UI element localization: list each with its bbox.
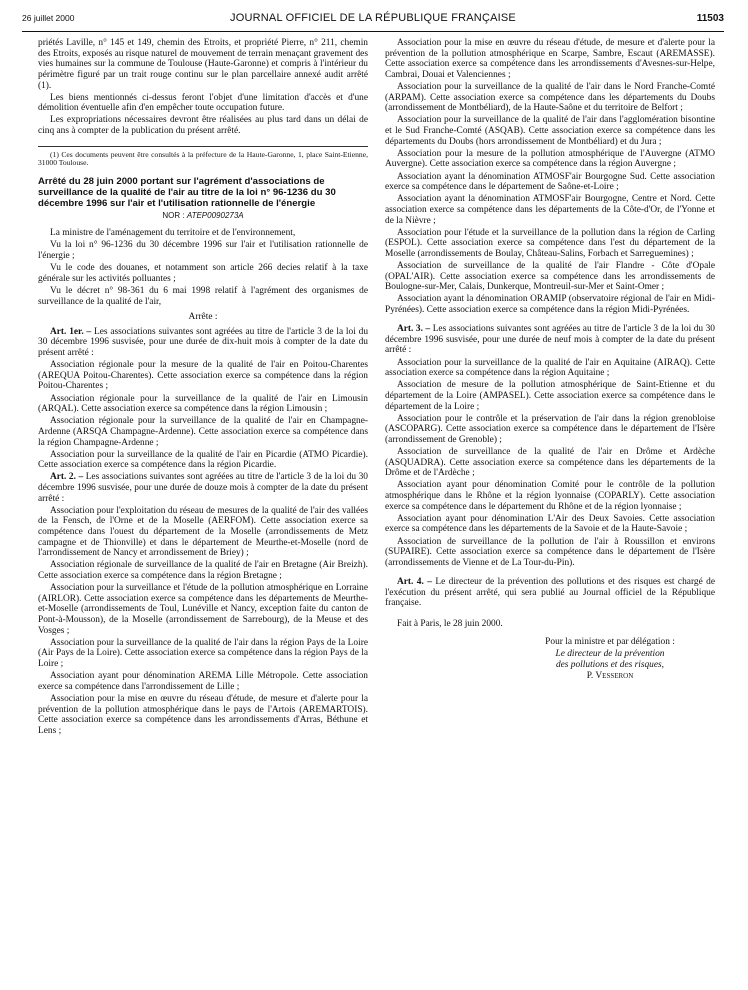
article-2-item: Association ayant pour dénomination AREMA Lille Métropole. Cette association exerce sa compétence dans l'arrondissement de Lille ; <box>38 671 368 692</box>
arrete-title: Arrêté du 28 juin 2000 portant sur l'agrément d'associations de surveillance de la qualité de l'air au titre de la loi n° 96-1236 du 30 décembre 1996 sur l'air et l'utilisation rationnelle de l'énergie <box>38 176 336 209</box>
left-column <box>38 38 368 738</box>
article-2-item: Association ayant la dénomination ATMOSF'air Bourgogne Sud. Cette association exerce sa compétence dans le département de Saône-et-Loire ; <box>385 171 715 193</box>
spacer <box>385 317 715 324</box>
signature-title-line: des pollutions et des risques, <box>555 659 665 670</box>
article-1-label: Art. 1er. – <box>50 326 92 337</box>
spacer <box>385 570 715 577</box>
article-2-item: Association pour l'exploitation du réseau de mesures de la qualité de l'air des vallées de la Fensch, de l'Orne et de la Moselle (AERFOM). Cette association exerce sa compétence dans l'ouest du département de la Moselle (arrondissements de Metz campagne et de Thionville) et dans le département de Meurthe-et-Moselle (nord de l'arrondissement de Nancy et arrondissement de Briey) ; <box>38 505 368 559</box>
article-3-label: Art. 3. – <box>397 324 431 335</box>
article-2-item: Association pour la mesure de la pollution atmosphérique de l'Auvergne (ATMO Auvergne). Cette association exerce sa compétence dans la région Auvergne ; <box>385 148 715 170</box>
article-2-text: Les associations suivantes sont agréées au titre de l'article 3 de la loi du 30 décembre 1996 susvisée, pour une durée de douze mois à compter de la date du présent arrêté : <box>38 472 368 504</box>
article-3-item: Association pour la surveillance de la qualité de l'air en Aquitaine (AIRAQ). Cette association exerce sa compétence dans la région Aquitaine ; <box>385 357 715 379</box>
header-date: 26 juillet 2000 <box>22 13 75 23</box>
article-2-item: Association pour la mise en œuvre du réseau d'étude, de mesure et d'alerte pour la prévention de la pollution atmosphérique dans le pays de l'Artois (AREMARTOIS). Cette association exerce sa compétence dans les arrondissements d'Arras, Béthune et Lens ; <box>38 693 368 736</box>
right-column <box>385 38 715 683</box>
article-4-label: Art. 4. – <box>397 576 432 587</box>
article-1-item: Association pour la surveillance de la qualité de l'air en Picardie (ATMO Picardie). Cette association exerce sa compétence dans la région Picardie. <box>38 449 368 471</box>
preamble-line: Vu le code des douanes, et notamment son article 266 decies relatif à la taxe générale sur les activités polluantes ; <box>38 263 368 284</box>
signature-date: Fait à Paris, le 28 juin 2000. <box>397 618 503 629</box>
preamble-line: Vu la loi n° 96-1236 du 30 décembre 1996 sur l'air et l'utilisation rationnelle de l'énergie ; <box>38 240 368 262</box>
article-2-item: Association de surveillance de la qualité de l'air Flandre - Côte d'Opale (OPAL'AIR). Cette association exerce sa compétence dans les arrondissements de Boulogne-sur-Mer, Calais, Dunkerque, Montreuil-sur-Mer et Saint-Omer ; <box>385 261 715 293</box>
signatory-name: P. Vesseron <box>586 671 634 682</box>
article-3-text: Les associations suivantes sont agréées au titre de l'article 3 de la loi du 30 décembre 1996 susvisée, pour une durée de neuf mois à compter de la date du présent arrêté : <box>385 324 715 356</box>
arrete-word: Arrête : <box>188 312 218 323</box>
nor-code: ATEP0090273A <box>186 211 244 221</box>
article-1-item: Association régionale pour la mesure de la qualité de l'air en Poitou-Charentes (AREQUA Poitou-Charentes). Cette association exerce sa compétence dans la région Poitou-Charentes ; <box>38 360 368 392</box>
article-3-item: Association de surveillance de la pollution de l'air à Roussillon et environs (SUPAIRE). Cette association exerce sa compétence dans le département de l'Isère (arrondissements de Vienne et de La Tour-du-Pin). <box>385 536 715 568</box>
footnote: (1) Ces documents peuvent être consultés à la préfecture de la Haute-Garonne, 1, place Saint-Etienne, 31000 Toulouse. <box>38 149 368 168</box>
article-4-text: Le directeur de la prévention des pollutions et des risques est chargé de l'exécution du présent arrêté, qui sera publié au Journal officiel de la République française. <box>385 576 715 609</box>
footnote-divider <box>38 146 368 147</box>
intro-paragraph: priétés Laville, n° 145 et 149, chemin des Etroits, et propriété Pierre, n° 211, chemin des Etroits, exposés au risque naturel de mouvement de terrain menaçant gravement des vies humaines sur la commune de Toulouse (Haute-Garonne) et compris à l'intérieur du périmètre figuré par un trait rouge continu sur le plan parcellaire annexé audit arrêté (1). <box>38 38 368 91</box>
journal-title: JOURNAL OFFICIEL DE LA RÉPUBLIQUE FRANÇAISE <box>230 12 516 24</box>
article-2-item: Association pour la surveillance de la qualité de l'air dans l'agglomération bisontine et le Sud Franche-Comté (ASQAB). Cette association exerce sa compétence dans les départements du Doubs (hors arrondissement de Montbéliard) et du Jura ; <box>385 115 715 147</box>
preamble-line: La ministre de l'aménagement du territoire et de l'environnement, <box>50 228 296 239</box>
article-1 <box>38 327 368 359</box>
article-1-text: Les associations suivantes sont agréées au titre de l'article 3 de la loi du 30 décembre 1996 susvisée, pour une durée de dix-huit mois à compter de la date du présent arrêté : <box>38 326 369 359</box>
intro-paragraph: Les biens mentionnés ci-dessus feront l'objet d'une limitation d'accès et d'une démolition éventuelle afin d'en empêcher toute occupation future. <box>38 92 368 114</box>
article-2-item: Association pour la surveillance de la qualité de l'air dans le Nord Franche-Comté (ARPAM). Cette association exerce sa compétence dans les départements du Doubs (arrondissement de Montbéliard), de la Haute-Saône et du territoire de Belfort ; <box>385 82 715 114</box>
intro-paragraph: Les expropriations nécessaires devront être réalisées au plus tard dans un délai de cinq ans à compter de la publication du présent arrêté. <box>38 115 368 136</box>
article-3 <box>385 324 715 356</box>
article-3-item: Association de surveillance de la qualité de l'air en Drôme et Ardèche (ASQUADRA). Cette association exerce sa compétence dans les départements de la Drôme et de l'Ardèche ; <box>385 447 715 479</box>
article-2-item: Association pour la mise en œuvre du réseau d'étude, de mesure et d'alerte pour la prévention de la pollution atmosphérique en Scarpe, Sambre, Escaut (AREMASSE). Cette association exerce sa compétence dans les arrondissements d'Avesnes-sur-Helpe, Cambrai, Douai et Valenciennes ; <box>385 38 715 80</box>
article-3-item: Association de mesure de la pollution atmosphérique de Saint-Etienne et du département de la Loire (AMPASEL). Cette association exerce sa compétence dans le département de la Loire ; <box>385 380 715 412</box>
article-3-item: Association pour le contrôle et la préservation de l'air dans la région grenobloise (ASCOPARG). Cette association exerce sa compétence dans le département de l'Isère (arrondissement de Grenoble) ; <box>385 413 715 445</box>
article-2-item: Association pour l'étude et la surveillance de la pollution dans la région de Carling (ESPOL). Cette association exerce sa compétence dans l'est du département de la Moselle (arrondissements de Boulay, Château-Salins, Forbach et Sarreguemines) ; <box>385 227 715 259</box>
article-2-label: Art. 2. – <box>50 472 84 483</box>
nor-reference <box>38 211 368 220</box>
article-2-item: Association pour la surveillance et l'étude de la pollution atmosphérique en Lorraine (AIRLOR). Cette association exerce sa compétence dans les départements de Meurthe-et-Moselle (arrondissements de Toul, Lunéville et Nancy, exception faite du canton de Pont-à-Mousson), de la Moselle (arrondissement de Sarrebourg), de la Meuse et des Vosges ; <box>38 583 368 636</box>
article-2-item: Association régionale de surveillance de la qualité de l'air en Bretagne (Air Breizh). Cette association exerce sa compétence dans la région Bretagne ; <box>38 560 368 582</box>
article-4 <box>385 577 715 609</box>
article-3-item: Association ayant pour dénomination Comité pour le contrôle de la pollution atmosphérique dans le Rhône et la région lyonnaise (COPARLY). Cette association exerce sa compétence dans le département du Rhône et de la région lyonnaise ; <box>385 480 715 512</box>
signature-block <box>505 637 715 682</box>
article-2-item: Association pour la surveillance de la qualité de l'air dans la région Pays de la Loire (Air Pays de la Loire). Cette association exerce sa compétence dans la région Pays de la Loire ; <box>38 637 368 670</box>
article-1-item: Association régionale pour la surveillance de la qualité de l'air en Limousin (ARQAL). Cette association exerce sa compétence dans la région Limousin ; <box>38 393 368 415</box>
page-header <box>22 10 724 28</box>
article-2-item: Association ayant la dénomination ORAMIP (observatoire régional de l'air en Midi-Pyrénées). Cette association exerce sa compétence dans la région Midi-Pyrénées. <box>385 294 715 315</box>
page-number: 11503 <box>696 13 724 24</box>
header-rule <box>22 31 724 32</box>
nor-label: NOR : <box>162 211 185 221</box>
article-2 <box>38 472 368 504</box>
article-1-item: Association régionale pour la surveillance de la qualité de l'air en Champagne-Ardenne (ARSQA Champagne-Ardenne). Cette association exerce sa compétence dans la région Champagne-Ardenne ; <box>38 416 368 448</box>
signature-title-line: Le directeur de la prévention <box>555 648 665 659</box>
signature-delegation: Pour la ministre et par délégation : <box>545 637 675 648</box>
article-3-item: Association ayant pour dénomination L'Air des Deux Savoies. Cette association exerce sa compétence dans les départements de la Savoie et de la Haute-Savoie ; <box>385 513 715 535</box>
article-2-item: Association ayant la dénomination ATMOSF'air Bourgogne, Centre et Nord. Cette association exerce sa compétence dans les départements de la Côte-d'Or, de l'Yonne et de la Nièvre ; <box>385 194 715 226</box>
preamble-line: Vu le décret n° 98-361 du 6 mai 1998 relatif à l'agrément des organismes de surveillance de la qualité de l'air, <box>38 285 368 307</box>
